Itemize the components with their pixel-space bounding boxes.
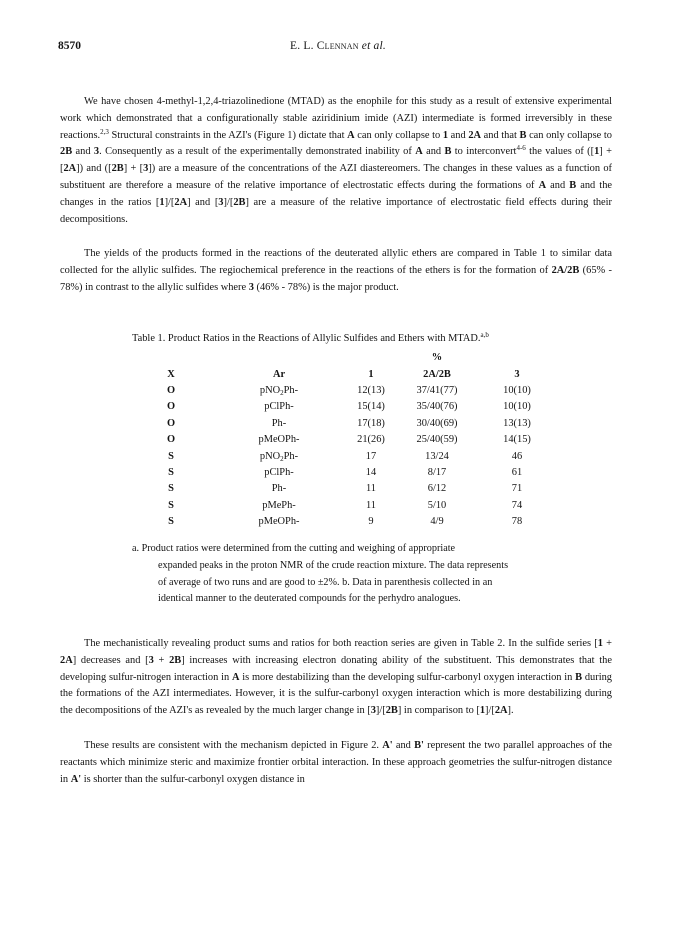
footnote-line: of average of two runs and are good to ±2%. b. Data in parenthesis collected in an xyxy=(158,576,493,588)
cell-3: 61 xyxy=(511,467,523,478)
cell-ar: Ph- xyxy=(271,417,287,429)
results-paragraph: These results are consistent with the mechanism depicted in Figure 2. A' and B' represent the two parallel approaches of the reactants which minimize steric and maximize frontier orbital interaction. In these approach geometries the sulfur-nitrogen distance in A' is shorter than the sulfur-carbonyl oxygen distance in xyxy=(60,740,612,785)
cell-2a2b: 13/24 xyxy=(425,450,449,462)
cell-x: O xyxy=(166,385,176,396)
page-number: 8570 xyxy=(58,40,81,52)
cell-2a2b: 5/10 xyxy=(427,499,447,511)
cell-1: 11 xyxy=(365,483,377,495)
cell-x: S xyxy=(168,483,174,495)
cell-2a2b: 35/40(76) xyxy=(416,401,458,413)
cell-2a2b: 8/17 xyxy=(427,467,447,478)
mechanism-paragraph: The mechanistically revealing product sums and ratios for both reaction series are given in Table 2. In the sulfide series [1 + 2A] decreases and [3 + 2B] increases with increasing electron donating ability of the substituent. This demonstrates that the developing sulfur-nitrogen interaction in A is more destabilizing than the developing sulfur-carbonyl oxygen interaction in B during the formations of the AZI intermediates. However, it is the sulfur-carbonyl oxygen interaction which is more destabilizing during the decompositions of the AZI's as revealed by the much larger change in [3]/[2B] in comparison to [1]/[2A]. xyxy=(60,638,612,717)
table-footnotes xyxy=(132,541,564,608)
cell-x: S xyxy=(168,467,174,478)
cell-3: 10(10) xyxy=(503,385,531,396)
col-header-2a2b: 2A/2B xyxy=(423,369,451,380)
cell-x: O xyxy=(166,401,176,413)
cell-ar: pMePh- xyxy=(262,499,296,511)
col-header-1: 1 xyxy=(368,369,374,380)
cell-3: 10(10) xyxy=(503,401,531,413)
cell-3: 46 xyxy=(511,450,523,462)
cell-1: 12(13) xyxy=(357,385,385,396)
cell-1: 9 xyxy=(368,516,374,528)
cell-x: S xyxy=(168,450,174,462)
table-caption-footnote-marks: a,b xyxy=(480,331,489,339)
cell-ar: pClPh- xyxy=(264,401,294,413)
table-caption: Table 1. Product Ratios in the Reactions of Allylic Sulfides and Ethers with MTAD.$^{a,b}$ xyxy=(132,331,489,344)
cell-ar: pMeOPh- xyxy=(258,434,300,446)
cell-ar: pNO$_2$Ph- xyxy=(259,450,299,463)
cell-2a2b: 4/9 xyxy=(430,516,444,528)
cell-x: S xyxy=(168,499,174,511)
cell-2a2b: 30/40(69) xyxy=(416,417,458,429)
cell-1: 15(14) xyxy=(357,401,385,413)
percent-label: % xyxy=(431,352,443,363)
cell-2a2b: 37/41(77) xyxy=(416,385,458,396)
footnote-line: a. Product ratios were determined from the cutting and weighing of appropriate xyxy=(132,543,456,554)
cell-3: 78 xyxy=(511,516,523,528)
cell-x: O xyxy=(166,434,176,446)
intro-paragraph: We have chosen 4-methyl-1,2,4-triazolinedione (MTAD) as the enophile for this study as a result of extensive experimental work which demonstrated that a configurationally stable aziridinium imide (AZI) intermediate is formed irreversibly in these reactions.$^{2,3}$ Structural constraints in the AZI's (Figure 1) dictate that A can only collapse to 1 and 2A and that B can only collapse to 2B and 3. Consequently as a result of the experimentally demonstrated inability of A and B to interconvert$^{4-6}$ the values of ([1] + [2A]) and ([2B] + [3]) are a measure of the concentrations of the AZI diastereomers. The changes in these values as a function of substituent are therefore a measure of the relative importance of electrostatic effects during the formations of A and B and the changes in the ratios [1]/[2A] and [3]/[2B] are a measure of the relative importance of electrostatic field effects during their decompositions. xyxy=(60,96,612,225)
cell-ar: pMeOPh- xyxy=(258,516,300,528)
cell-ar: pClPh- xyxy=(264,467,294,478)
cell-1: 14 xyxy=(365,467,377,478)
col-header-x: X xyxy=(167,369,175,380)
cell-1: 17(18) xyxy=(357,417,385,429)
cell-1: 11 xyxy=(365,499,377,511)
cell-1: 17 xyxy=(365,450,377,462)
cell-ar: pNO$_2$Ph- xyxy=(259,385,299,397)
yields-paragraph: The yields of the products formed in the reactions of the deuterated allylic ethers are compared in Table 1 to similar data collected for the allylic sulfides. The regiochemical preference in the reactions of the ethers is for the formation of 2A/2B (65% - 78%) in contrast to the allylic sulfides where 3 (46% - 78%) is the major product. xyxy=(60,248,612,293)
cell-ar: Ph- xyxy=(271,483,287,495)
footnote-line: expanded peaks in the proton NMR of the crude reaction mixture. The data represents xyxy=(158,559,509,571)
cell-x: S xyxy=(168,516,174,528)
cell-x: O xyxy=(166,417,176,429)
footnote-line: identical manner to the deuterated compounds for the perhydro analogues. xyxy=(158,593,461,605)
cell-3: 14(15) xyxy=(503,434,531,446)
cell-3: 71 xyxy=(511,483,523,495)
et-al: et al. xyxy=(361,40,386,52)
cell-3: 74 xyxy=(511,499,523,511)
cell-2a2b: 6/12 xyxy=(427,483,447,495)
cell-2a2b: 25/40(59) xyxy=(416,434,458,446)
col-header-3: 3 xyxy=(514,369,520,380)
col-header-ar: Ar xyxy=(272,369,286,380)
author-name: E. L. Clennan xyxy=(290,40,359,52)
cell-1: 21(26) xyxy=(357,434,385,446)
cell-3: 13(13) xyxy=(503,417,531,429)
